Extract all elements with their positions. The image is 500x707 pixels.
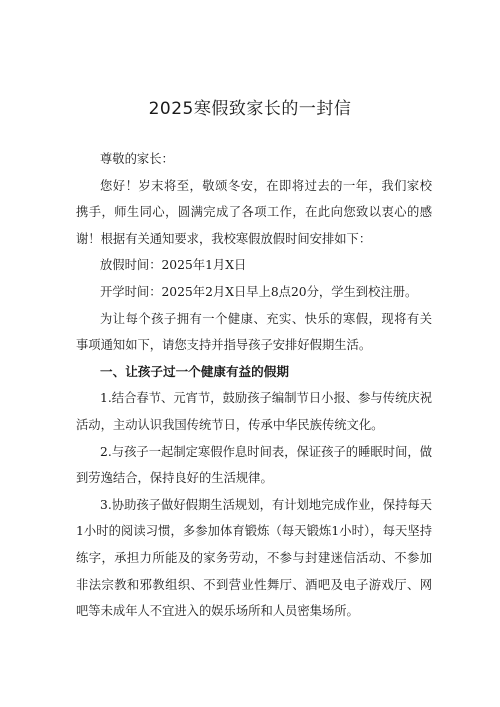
letter-body [76, 146, 432, 625]
paragraph-greeting: 您好！岁末将至，敬颂冬安，在即将过去的一年，我们家校携手，师生同心，圆满完成了各项工作，在此向您致以衷心的感谢！根据有关通知要求，我校寒假放假时间安排如下： [76, 178, 432, 246]
list-item: 1.结合春节、元宵节，鼓励孩子编制节日小报、参与传统庆祝活动，主动认识我国传统节日，传承中华民族传统文化。 [76, 391, 432, 432]
section-heading: 一、让孩子过一个健康有益的假期 [100, 363, 289, 379]
document-title: 2025寒假致家长的一封信 [148, 99, 352, 119]
paragraph-notice-intro: 为让每个孩子拥有一个健康、充实、快乐的寒假，现将有关事项通知如下，请您支持并指导孩子安排好假期生活。 [76, 311, 432, 353]
paragraph-holiday-start: 放假时间：2025年1月X日 [100, 258, 247, 273]
salutation: 尊敬的家长： [100, 152, 174, 166]
list-item: 2.与孩子一起制定寒假作息时间表，保证孩子的睡眠时间，做到劳逸结合，保持良好的生活规律。 [76, 444, 432, 486]
paragraph-school-start: 开学时间：2025年2月X日早上8点20分，学生到校注册。 [100, 284, 418, 299]
list-item: 3.协助孩子做好假期生活规划，有计划地完成作业，保持每天1小时的阅读习惯，多参加体育锻炼（每天锻炼1小时），每天坚持练字，承担力所能及的家务劳动，不参与封建迷信活动、不参加非法宗教和邪教组织、不到营业性舞厅、酒吧及电子游戏厅、网吧等未成年人不宜进入的娱乐场所和人员密集场所。 [76, 497, 432, 619]
